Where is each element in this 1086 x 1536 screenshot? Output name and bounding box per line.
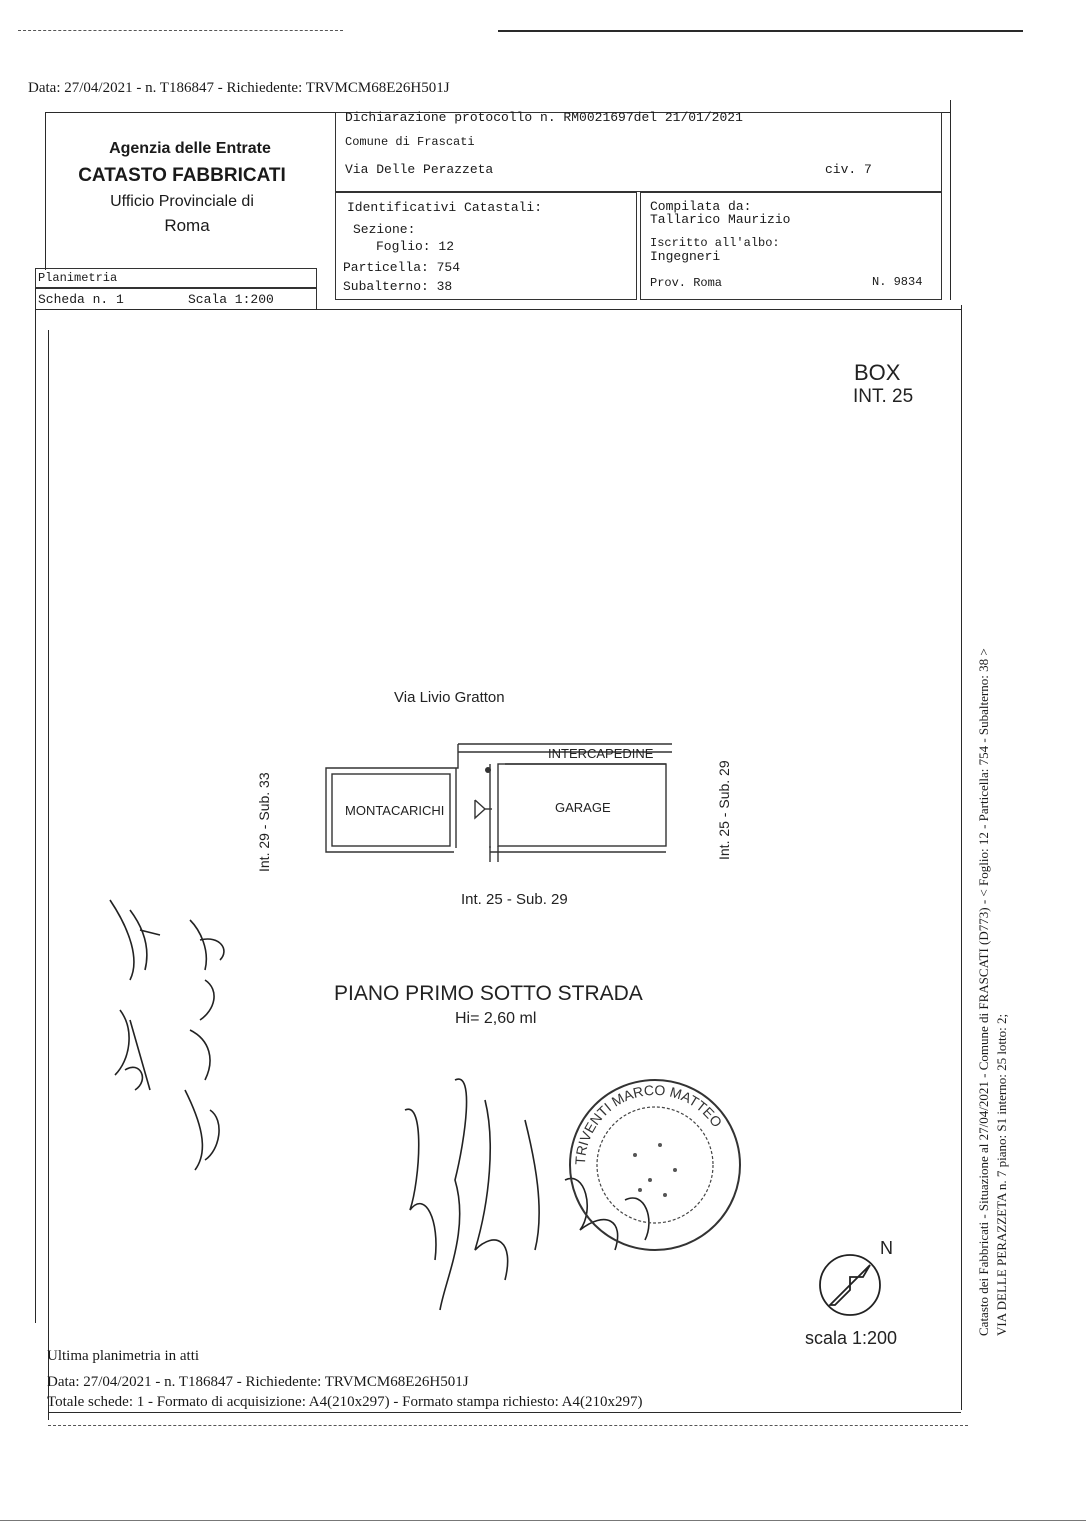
scan-line-bottom	[0, 1520, 1086, 1521]
comune-text: Comune di Frascati	[345, 135, 475, 149]
footer-data-line: Data: 27/04/2021 - n. T186847 - Richiedente: TRVMCM68E26H501J	[47, 1374, 469, 1390]
identifiers-title: Identificativi Catastali:	[347, 200, 543, 215]
protocol-text: Dichiarazione protocollo n. RM0021697del 21/01/2021	[345, 110, 743, 125]
albo-value: Ingegneri	[650, 249, 721, 264]
albo-label: Iscritto all'albo:	[650, 236, 780, 250]
drawing-frame-right	[961, 305, 962, 1410]
handwritten-signature-left	[90, 890, 260, 1180]
subalterno-field: Subalterno: 38	[343, 279, 453, 294]
street-label: Via Livio Gratton	[394, 689, 505, 706]
footer-last: Ultima planimetria in atti	[47, 1348, 200, 1364]
right-neighbor-label: Int. 25 - Sub. 29	[716, 760, 732, 860]
albo-number: N. 9834	[872, 275, 923, 289]
agency-name: Agenzia delle Entrate	[109, 140, 271, 157]
seal-text: TRIVENTI MARCO MATTEO	[571, 1081, 726, 1166]
drawing-frame-bottom	[48, 1412, 961, 1413]
particella-field: Particella: 754	[343, 260, 461, 275]
drawing-frame-top	[35, 309, 961, 310]
side-text-line2: VIA DELLE PERAZZETA n. 7 piano: S1 interno: 25 lotto: 2;	[994, 1013, 1009, 1336]
prov-text: Prov. Roma	[650, 276, 723, 290]
sheet-type: Planimetria	[38, 271, 118, 285]
header-data-line: Data: 27/04/2021 - n. T186847 - Richiedente: TRVMCM68E26H501J	[28, 80, 450, 96]
frame-right-top	[950, 100, 951, 300]
sheet-scala: Scala 1:200	[188, 292, 274, 307]
footer-totals: Totale schede: 1 - Formato di acquisizione: A4(210x297) - Formato stampa richiesto: A4(210x297)	[47, 1394, 643, 1410]
intercapedine-label: INTERCAPEDINE	[548, 746, 654, 761]
box-interior: INT. 25	[853, 386, 914, 407]
scan-line-top-left	[18, 30, 343, 31]
compiler-name: Tallarico Maurizio	[650, 212, 791, 227]
floor-title: PIANO PRIMO SOTTO STRADA	[334, 982, 643, 1005]
garage-label: GARAGE	[555, 800, 611, 815]
box-label: BOX	[854, 360, 901, 385]
foglio-field: Foglio: 12	[376, 239, 455, 254]
sheet-scheda: Scheda n. 1	[38, 292, 124, 307]
professional-seal-stamp	[565, 1075, 745, 1255]
footer-line	[48, 1425, 968, 1426]
left-neighbor-label: Int. 29 - Sub. 33	[256, 772, 272, 872]
bottom-neighbor-label: Int. 25 - Sub. 29	[461, 891, 568, 908]
agency-office: Ufficio Provinciale di	[110, 193, 254, 210]
side-text-line1: Catasto dei Fabbricati - Situazione al 27/04/2021 - Comune di FRASCATI (D773) - < Foglio: 12 - Particella: 754 - Subalterno: 38 >	[976, 648, 991, 1336]
scale-label: scala 1:200	[805, 1328, 898, 1348]
compiler-label: Compilata da:	[650, 199, 752, 214]
montacarichi-label: MONTACARICHI	[345, 803, 445, 818]
frame-left-top	[45, 112, 46, 270]
scan-line-top-right	[498, 30, 1023, 32]
agency-dept: CATASTO FABBRICATI	[78, 165, 286, 186]
drawing-frame-left	[35, 288, 36, 1323]
drawing-frame-inner-left	[48, 330, 49, 1420]
sezione-field: Sezione:	[353, 222, 416, 237]
agency-city: Roma	[164, 216, 210, 235]
north-label: N	[880, 1238, 893, 1258]
street-text: Via Delle Perazzeta	[345, 162, 494, 177]
civ-text: civ. 7	[825, 162, 872, 177]
floor-height: Hi= 2,60 ml	[455, 1010, 537, 1027]
